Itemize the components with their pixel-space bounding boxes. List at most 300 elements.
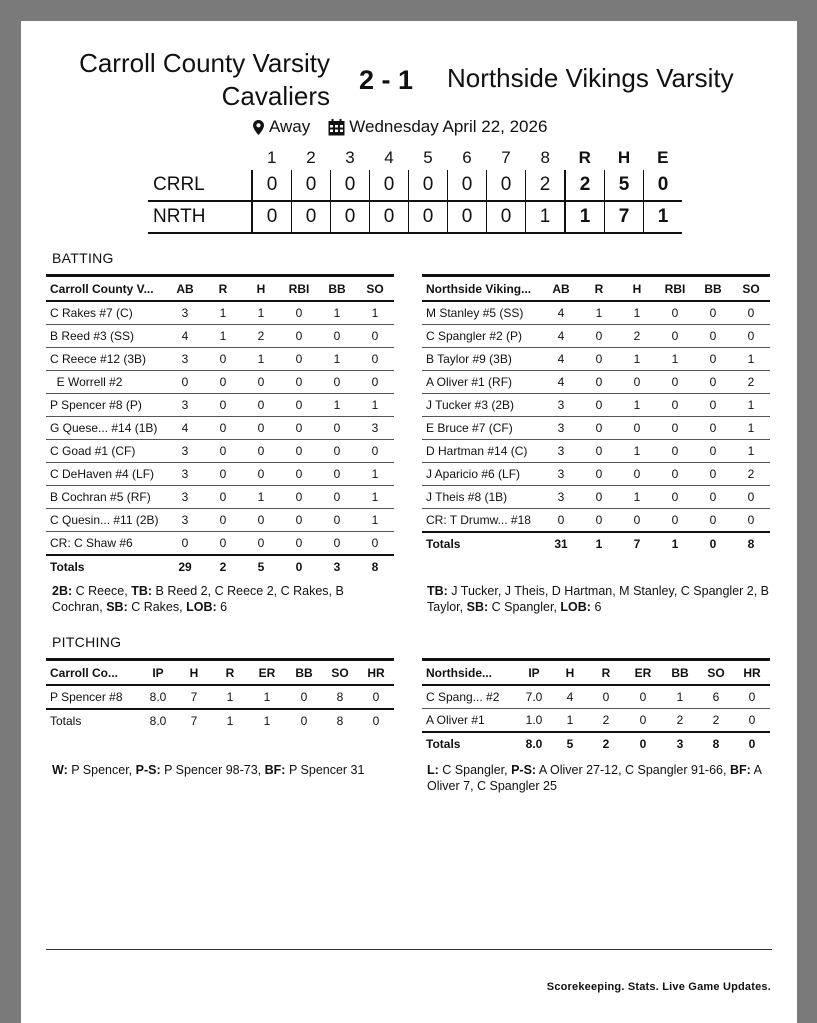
stat-cell: 0	[734, 709, 770, 733]
stat-cell: 0	[242, 463, 280, 486]
stat-cell: 0	[580, 440, 618, 463]
stat-cell: 0	[732, 486, 770, 509]
note-text: 6	[216, 600, 228, 614]
stat-cell: 0	[280, 486, 318, 509]
stat-cell: 0	[318, 325, 356, 348]
stat-cell: 4	[552, 685, 588, 709]
player-name: C Spang... #2	[422, 685, 516, 709]
stat-cell: 0	[656, 371, 694, 394]
totals-label: Totals	[422, 732, 516, 755]
total-cell: 8	[356, 555, 394, 578]
stat-cell: 1	[318, 394, 356, 417]
totals-label: Totals	[46, 555, 166, 578]
stat-cell: 1	[212, 685, 248, 709]
stat-cell: 2	[732, 371, 770, 394]
player-name: J Tucker #3 (2B)	[422, 394, 542, 417]
stat-header-row	[422, 276, 770, 302]
note-text: C Spangler,	[488, 600, 561, 614]
column-header: H	[552, 660, 588, 686]
stat-cell: 1	[618, 348, 656, 371]
inning-runs: 0	[370, 170, 409, 201]
inning-runs: 0	[331, 170, 370, 201]
total-errors: 0	[644, 170, 683, 201]
inning-runs: 2	[526, 170, 566, 201]
away-team-name: Northside Vikings Varsity	[447, 63, 734, 93]
inning-header: 5	[423, 148, 433, 167]
stat-cell: 0	[318, 440, 356, 463]
stat-cell: 0	[732, 509, 770, 533]
player-name: M Stanley #5 (SS)	[422, 301, 542, 325]
stat-cell: 0	[242, 417, 280, 440]
player-name: P Spencer #8	[46, 685, 140, 709]
column-header: R	[204, 276, 242, 302]
player-name: C Reece #12 (3B)	[46, 348, 166, 371]
stat-cell: 1	[356, 486, 394, 509]
stat-cell: 0	[358, 685, 394, 709]
totals-row	[46, 555, 394, 578]
player-row	[46, 325, 394, 348]
note-text: C Rakes,	[127, 600, 187, 614]
stat-cell: 0	[656, 417, 694, 440]
player-name: A Oliver #1 (RF)	[422, 371, 542, 394]
inning-runs: 0	[487, 201, 526, 233]
total-cell: 0	[280, 555, 318, 578]
note-label: L:	[427, 763, 439, 777]
player-row	[46, 348, 394, 371]
player-row	[422, 440, 770, 463]
column-header: AB	[542, 276, 580, 302]
stat-cell: 0	[580, 509, 618, 533]
total-runs: 1	[565, 201, 605, 233]
stat-cell: 0	[280, 509, 318, 532]
player-name: B Reed #3 (SS)	[46, 325, 166, 348]
total-cell: 3	[662, 732, 698, 755]
inning-runs: 0	[370, 201, 409, 233]
stat-cell: 1	[318, 301, 356, 325]
stat-cell: 0	[356, 371, 394, 394]
inning-runs: 1	[526, 201, 566, 233]
note-text: 6	[590, 600, 602, 614]
stat-cell: 0	[694, 394, 732, 417]
total-cell: 7	[190, 714, 198, 728]
player-row	[46, 685, 394, 709]
total-cell: 0	[694, 532, 732, 555]
stat-cell: 0	[732, 301, 770, 325]
stat-cell: 0	[618, 417, 656, 440]
stat-cell: 0	[242, 394, 280, 417]
stat-cell: 0	[280, 417, 318, 440]
player-row	[46, 440, 394, 463]
totals-label: Totals	[50, 714, 82, 728]
note-label: W:	[52, 763, 68, 777]
column-header: SO	[732, 276, 770, 302]
player-row	[422, 685, 770, 709]
away-pitching-notes	[427, 762, 777, 794]
line-score-row	[148, 170, 682, 201]
hits-header: H	[617, 148, 631, 167]
stat-cell: 1	[618, 486, 656, 509]
stat-cell: 0	[694, 440, 732, 463]
player-row	[422, 417, 770, 440]
note-label: SB:	[106, 600, 128, 614]
note-label: BF:	[264, 763, 286, 777]
total-cell: 29	[166, 555, 204, 578]
stat-cell: 0	[280, 532, 318, 556]
stat-cell: 2	[242, 325, 280, 348]
total-hits: 7	[605, 201, 644, 233]
stat-cell: 1	[732, 348, 770, 371]
stat-cell: 0	[618, 371, 656, 394]
stat-cell: 0	[356, 325, 394, 348]
column-header: AB	[166, 276, 204, 302]
player-name: C Goad #1 (CF)	[46, 440, 166, 463]
totals-row	[46, 709, 394, 732]
stat-cell: 1	[242, 486, 280, 509]
game-date: Wednesday April 22, 2026	[349, 117, 548, 136]
pitching-section-title: PITCHING	[52, 634, 122, 650]
stat-cell: 0	[318, 509, 356, 532]
stat-cell: 3	[356, 417, 394, 440]
stat-cell: 0	[694, 486, 732, 509]
total-cell: 0	[372, 714, 380, 728]
column-header: ER	[248, 660, 286, 686]
stat-cell: 1	[356, 301, 394, 325]
stat-cell: 0	[356, 532, 394, 556]
total-cell: 8.0	[149, 714, 167, 728]
player-name: G Quese... #14 (1B)	[46, 417, 166, 440]
column-header: R	[588, 660, 624, 686]
stat-cell: 1	[204, 325, 242, 348]
total-cell: 8.0	[516, 732, 552, 755]
total-cell: 1	[226, 714, 234, 728]
stat-cell: 1	[356, 463, 394, 486]
player-name: J Theis #8 (1B)	[422, 486, 542, 509]
column-header: SO	[322, 660, 358, 686]
total-cell: 0	[300, 714, 308, 728]
note-label: TB:	[131, 584, 153, 598]
player-row	[46, 394, 394, 417]
stat-cell: 0	[204, 509, 242, 532]
stat-cell: 0	[318, 463, 356, 486]
total-cell: 1	[580, 532, 618, 555]
stat-cell: 0	[204, 532, 242, 556]
stat-cell: 4	[542, 301, 580, 325]
player-name: P Spencer #8 (P)	[46, 394, 166, 417]
stat-cell: 0	[280, 440, 318, 463]
inning-runs: 0	[331, 201, 370, 233]
stat-cell: 0	[204, 371, 242, 394]
player-row	[422, 301, 770, 325]
total-hits: 5	[605, 170, 644, 201]
column-header: Carroll Co...	[46, 660, 140, 686]
total-cell: 5	[242, 555, 280, 578]
totals-label: Totals	[422, 532, 542, 555]
note-text: C Spangler,	[438, 763, 512, 777]
stat-cell: 0	[656, 325, 694, 348]
stat-cell: 0	[242, 532, 280, 556]
total-runs: 2	[565, 170, 605, 201]
stat-cell: 1	[732, 394, 770, 417]
note-text: P Spencer 98-73,	[160, 763, 265, 777]
stat-cell: 3	[542, 417, 580, 440]
inning-runs: 0	[448, 201, 487, 233]
column-header: BB	[318, 276, 356, 302]
stat-cell: 0	[580, 463, 618, 486]
note-text: B Reed 2, C Reece 2, C Rakes, B Cochran,	[52, 584, 348, 614]
stat-cell: 1	[204, 301, 242, 325]
stat-cell: 4	[166, 417, 204, 440]
column-header: Carroll County V...	[46, 276, 166, 302]
player-row	[422, 371, 770, 394]
stat-cell: 0	[318, 532, 356, 556]
box-score-page	[21, 21, 797, 1023]
team-abbrev: CRRL	[153, 174, 205, 195]
stat-cell: 0	[694, 325, 732, 348]
column-header: HR	[358, 660, 394, 686]
player-row	[422, 509, 770, 533]
player-name: B Cochran #5 (RF)	[46, 486, 166, 509]
stat-cell: 0	[618, 463, 656, 486]
away-pitching-table	[422, 658, 770, 755]
stat-cell: 3	[166, 394, 204, 417]
player-name: C DeHaven #4 (LF)	[46, 463, 166, 486]
stat-cell: 0	[542, 509, 580, 533]
player-row	[46, 417, 394, 440]
stat-cell: 0	[732, 325, 770, 348]
inning-runs: 0	[448, 170, 487, 201]
inning-runs: 0	[409, 201, 448, 233]
note-text: J Tucker, J Theis, D Hartman, M Stanley, C Spangler 2, B Taylor,	[427, 584, 773, 614]
stat-cell: 1	[242, 301, 280, 325]
team-abbrev: NRTH	[153, 206, 206, 227]
stat-cell: 4	[542, 325, 580, 348]
stat-cell: 0	[734, 685, 770, 709]
stat-cell: 0	[286, 685, 322, 709]
stat-cell: 0	[280, 325, 318, 348]
totals-row	[422, 732, 770, 755]
stat-cell: 3	[166, 440, 204, 463]
total-cell: 7	[618, 532, 656, 555]
stat-cell: 7	[176, 685, 212, 709]
stat-cell: 0	[280, 348, 318, 371]
player-row	[422, 348, 770, 371]
total-cell: 1	[656, 532, 694, 555]
stat-cell: 1	[618, 394, 656, 417]
stat-cell: 1	[662, 685, 698, 709]
stat-cell: 1	[356, 394, 394, 417]
player-name: CR: T Drumw... #18	[422, 509, 542, 533]
stat-cell: 0	[580, 371, 618, 394]
stat-cell: 0	[280, 301, 318, 325]
total-cell: 1	[263, 714, 271, 728]
stat-cell: 1	[552, 709, 588, 733]
inning-runs: 0	[292, 201, 331, 233]
column-header: SO	[698, 660, 734, 686]
stat-cell: 0	[318, 417, 356, 440]
total-cell: 31	[542, 532, 580, 555]
stat-cell: 0	[204, 394, 242, 417]
stat-cell: 0	[356, 348, 394, 371]
stat-header-row	[46, 276, 394, 302]
stat-cell: 2	[618, 325, 656, 348]
inning-runs: 0	[252, 201, 292, 233]
errors-header: E	[657, 148, 669, 167]
stat-cell: 0	[242, 371, 280, 394]
stat-cell: 7.0	[516, 685, 552, 709]
stat-cell: 0	[618, 509, 656, 533]
player-row	[422, 486, 770, 509]
column-header: R	[580, 276, 618, 302]
player-row	[46, 463, 394, 486]
player-name: D Hartman #14 (C)	[422, 440, 542, 463]
player-row	[46, 486, 394, 509]
stat-cell: 0	[694, 463, 732, 486]
total-cell: 0	[624, 732, 662, 755]
column-header: SO	[356, 276, 394, 302]
stat-cell: 0	[694, 371, 732, 394]
stat-cell: 3	[542, 463, 580, 486]
player-row	[422, 325, 770, 348]
total-cell: 3	[318, 555, 356, 578]
stat-cell: 0	[204, 463, 242, 486]
stat-cell: 8	[322, 685, 358, 709]
total-cell: 8	[698, 732, 734, 755]
line-score-row	[148, 201, 682, 233]
stat-header-row	[422, 660, 770, 686]
inning-header: 1	[267, 148, 277, 167]
note-text: C Reece,	[72, 584, 132, 598]
stat-cell: 1	[318, 348, 356, 371]
stat-cell: 0	[694, 301, 732, 325]
note-text: P Spencer 31	[285, 763, 365, 777]
player-row	[422, 463, 770, 486]
inning-runs: 0	[487, 170, 526, 201]
stat-cell: 0	[318, 486, 356, 509]
stat-cell: 1	[356, 509, 394, 532]
stat-cell: 2	[732, 463, 770, 486]
column-header: H	[242, 276, 280, 302]
stat-cell: 2	[698, 709, 734, 733]
stat-cell: 0	[656, 463, 694, 486]
inning-header: 4	[384, 148, 394, 167]
note-label: LOB:	[186, 600, 217, 614]
note-label: TB:	[427, 584, 448, 598]
player-name: E Worrell #2	[46, 371, 166, 394]
player-name: C Spangler #2 (P)	[422, 325, 542, 348]
stat-cell: 0	[204, 417, 242, 440]
player-row	[46, 532, 394, 556]
inning-runs: 0	[292, 170, 331, 201]
stat-cell: 0	[624, 685, 662, 709]
inning-header: 3	[345, 148, 355, 167]
stat-cell: 1	[656, 348, 694, 371]
total-cell: 0	[734, 732, 770, 755]
inning-runs: 0	[252, 170, 292, 201]
footer-tagline: Scorekeeping. Stats. Live Game Updates.	[546, 981, 771, 993]
note-label: P-S:	[135, 763, 161, 777]
stat-cell: 0	[656, 394, 694, 417]
calendar-icon	[328, 119, 345, 136]
stat-cell: 0	[204, 440, 242, 463]
stat-cell: 2	[662, 709, 698, 733]
stat-cell: 6	[698, 685, 734, 709]
final-score: 2 - 1	[359, 65, 414, 95]
total-cell: 8	[336, 714, 344, 728]
stat-cell: 0	[242, 509, 280, 532]
player-row	[422, 394, 770, 417]
stat-cell: 0	[656, 301, 694, 325]
column-header: HR	[734, 660, 770, 686]
player-row	[46, 301, 394, 325]
player-name: C Quesin... #11 (2B)	[46, 509, 166, 532]
stat-cell: 1	[242, 348, 280, 371]
note-label: 2B:	[52, 584, 73, 598]
inning-header: 8	[540, 148, 550, 167]
stat-cell: 0	[656, 486, 694, 509]
note-label: P-S:	[511, 763, 537, 777]
stat-cell: 8.0	[140, 685, 176, 709]
note-text: P Spencer,	[67, 763, 136, 777]
stat-cell: 0	[588, 685, 624, 709]
stat-cell: 1	[248, 685, 286, 709]
column-header: BB	[662, 660, 698, 686]
player-name: E Bruce #7 (CF)	[422, 417, 542, 440]
total-cell: 5	[552, 732, 588, 755]
player-row	[46, 371, 394, 394]
stat-cell: 0	[166, 532, 204, 556]
stat-cell: 0	[624, 709, 662, 733]
home-batting-table	[46, 274, 394, 578]
stat-cell: 3	[166, 348, 204, 371]
column-header: RBI	[656, 276, 694, 302]
column-header: Northside...	[422, 660, 516, 686]
stat-cell: 3	[542, 440, 580, 463]
stat-cell: 0	[280, 394, 318, 417]
total-errors: 1	[644, 201, 683, 233]
player-row	[422, 709, 770, 733]
column-header: Northside Viking...	[422, 276, 542, 302]
note-label: SB:	[466, 600, 489, 614]
stat-cell: 1	[732, 417, 770, 440]
stat-cell: 1	[618, 440, 656, 463]
stat-cell: 0	[356, 440, 394, 463]
inning-runs: 0	[409, 170, 448, 201]
note-text: A Oliver 7, C Spangler 25	[427, 763, 765, 793]
player-row	[46, 509, 394, 532]
column-header: BB	[694, 276, 732, 302]
stat-cell: 0	[580, 325, 618, 348]
inning-header: 7	[501, 148, 511, 167]
stat-cell: 2	[588, 709, 624, 733]
stat-cell: 0	[580, 417, 618, 440]
player-name: B Taylor #9 (3B)	[422, 348, 542, 371]
column-header: ER	[624, 660, 662, 686]
column-header: IP	[140, 660, 176, 686]
stat-cell: 3	[542, 486, 580, 509]
total-cell: 2	[204, 555, 242, 578]
stat-cell: 0	[694, 348, 732, 371]
home-pitching-notes	[52, 762, 402, 778]
column-header: H	[618, 276, 656, 302]
stat-cell: 0	[580, 348, 618, 371]
column-header: R	[212, 660, 248, 686]
total-cell: 8	[732, 532, 770, 555]
stat-cell: 0	[580, 486, 618, 509]
game-meta	[253, 117, 547, 137]
map-pin-icon	[253, 120, 264, 135]
note-text: A Oliver 27-12, C Spangler 91-66,	[536, 763, 730, 777]
stat-cell: 0	[166, 371, 204, 394]
